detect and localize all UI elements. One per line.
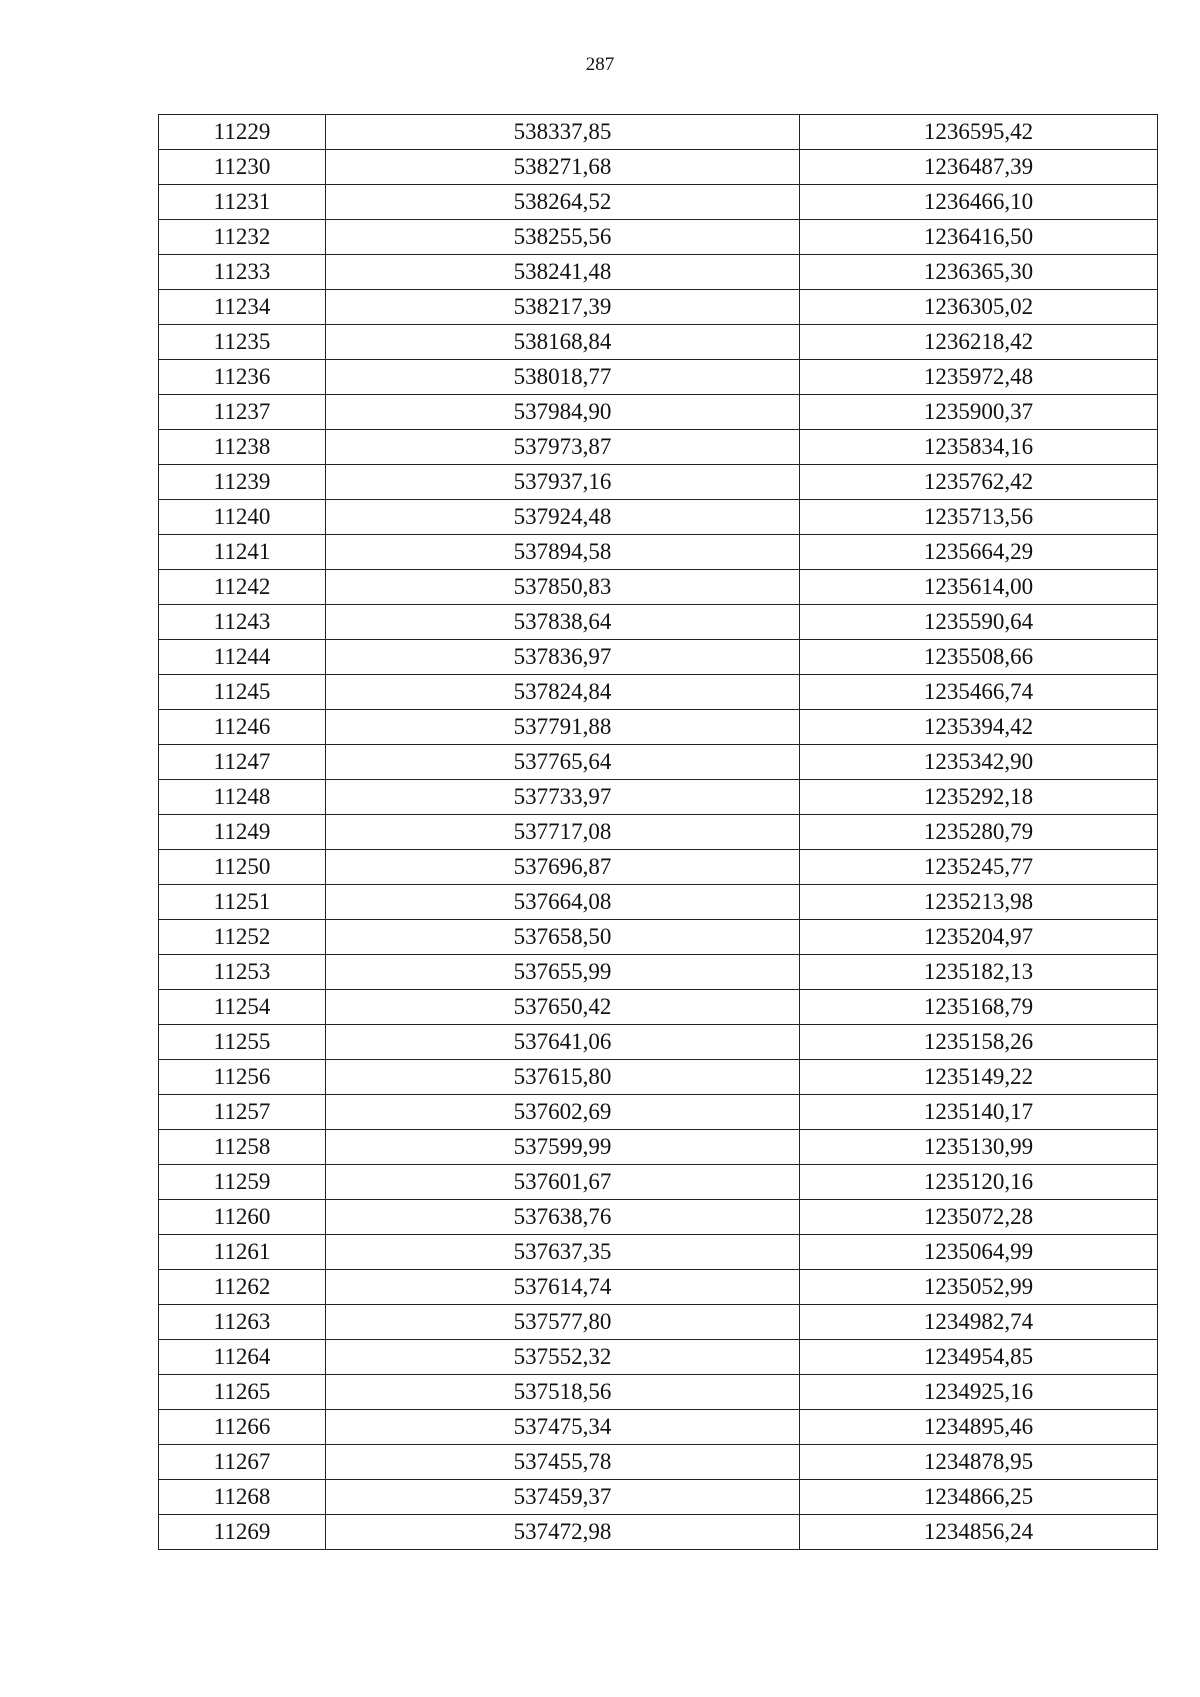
y-coordinate-cell: 1235149,22 <box>800 1060 1158 1095</box>
point-number-cell: 11252 <box>159 920 326 955</box>
point-number-cell: 11267 <box>159 1445 326 1480</box>
table-row <box>159 920 1158 955</box>
table-row <box>159 465 1158 500</box>
y-coordinate-cell: 1236416,50 <box>800 220 1158 255</box>
x-coordinate-cell: 537650,42 <box>326 990 800 1025</box>
point-number-cell: 11263 <box>159 1305 326 1340</box>
y-coordinate-cell: 1236218,42 <box>800 325 1158 360</box>
point-number-cell: 11265 <box>159 1375 326 1410</box>
x-coordinate-cell: 537455,78 <box>326 1445 800 1480</box>
table-row <box>159 850 1158 885</box>
table-row <box>159 815 1158 850</box>
x-coordinate-cell: 538255,56 <box>326 220 800 255</box>
table-row <box>159 710 1158 745</box>
y-coordinate-cell: 1234954,85 <box>800 1340 1158 1375</box>
table-row <box>159 1480 1158 1515</box>
x-coordinate-cell: 537937,16 <box>326 465 800 500</box>
x-coordinate-cell: 537637,35 <box>326 1235 800 1270</box>
table-row <box>159 1235 1158 1270</box>
point-number-cell: 11235 <box>159 325 326 360</box>
x-coordinate-cell: 537824,84 <box>326 675 800 710</box>
x-coordinate-cell: 537459,37 <box>326 1480 800 1515</box>
point-number-cell: 11230 <box>159 150 326 185</box>
x-coordinate-cell: 537602,69 <box>326 1095 800 1130</box>
y-coordinate-cell: 1235130,99 <box>800 1130 1158 1165</box>
x-coordinate-cell: 537838,64 <box>326 605 800 640</box>
point-number-cell: 11233 <box>159 255 326 290</box>
x-coordinate-cell: 537601,67 <box>326 1165 800 1200</box>
table-row <box>159 1025 1158 1060</box>
y-coordinate-cell: 1235140,17 <box>800 1095 1158 1130</box>
table-row <box>159 605 1158 640</box>
x-coordinate-cell: 537472,98 <box>326 1515 800 1550</box>
x-coordinate-cell: 537664,08 <box>326 885 800 920</box>
y-coordinate-cell: 1235292,18 <box>800 780 1158 815</box>
table-row <box>159 360 1158 395</box>
point-number-cell: 11268 <box>159 1480 326 1515</box>
table-row <box>159 675 1158 710</box>
y-coordinate-cell: 1235204,97 <box>800 920 1158 955</box>
point-number-cell: 11258 <box>159 1130 326 1165</box>
y-coordinate-cell: 1235762,42 <box>800 465 1158 500</box>
point-number-cell: 11248 <box>159 780 326 815</box>
x-coordinate-cell: 537836,97 <box>326 640 800 675</box>
y-coordinate-cell: 1234878,95 <box>800 1445 1158 1480</box>
coordinates-table <box>158 114 1158 1550</box>
x-coordinate-cell: 537614,74 <box>326 1270 800 1305</box>
table-row <box>159 955 1158 990</box>
point-number-cell: 11232 <box>159 220 326 255</box>
point-number-cell: 11236 <box>159 360 326 395</box>
x-coordinate-cell: 537924,48 <box>326 500 800 535</box>
x-coordinate-cell: 537552,32 <box>326 1340 800 1375</box>
table-row <box>159 500 1158 535</box>
point-number-cell: 11247 <box>159 745 326 780</box>
point-number-cell: 11262 <box>159 1270 326 1305</box>
point-number-cell: 11240 <box>159 500 326 535</box>
table-row <box>159 150 1158 185</box>
y-coordinate-cell: 1236365,30 <box>800 255 1158 290</box>
table-row <box>159 990 1158 1025</box>
y-coordinate-cell: 1234895,46 <box>800 1410 1158 1445</box>
table-row <box>159 325 1158 360</box>
y-coordinate-cell: 1235614,00 <box>800 570 1158 605</box>
x-coordinate-cell: 537518,56 <box>326 1375 800 1410</box>
point-number-cell: 11257 <box>159 1095 326 1130</box>
x-coordinate-cell: 538337,85 <box>326 115 800 150</box>
x-coordinate-cell: 538241,48 <box>326 255 800 290</box>
table-row <box>159 1515 1158 1550</box>
table-row <box>159 1305 1158 1340</box>
point-number-cell: 11251 <box>159 885 326 920</box>
point-number-cell: 11254 <box>159 990 326 1025</box>
table-row <box>159 1445 1158 1480</box>
y-coordinate-cell: 1235394,42 <box>800 710 1158 745</box>
x-coordinate-cell: 538168,84 <box>326 325 800 360</box>
point-number-cell: 11238 <box>159 430 326 465</box>
point-number-cell: 11245 <box>159 675 326 710</box>
point-number-cell: 11269 <box>159 1515 326 1550</box>
x-coordinate-cell: 537717,08 <box>326 815 800 850</box>
x-coordinate-cell: 537577,80 <box>326 1305 800 1340</box>
point-number-cell: 11250 <box>159 850 326 885</box>
y-coordinate-cell: 1234856,24 <box>800 1515 1158 1550</box>
y-coordinate-cell: 1235052,99 <box>800 1270 1158 1305</box>
table-row <box>159 885 1158 920</box>
point-number-cell: 11239 <box>159 465 326 500</box>
y-coordinate-cell: 1235664,29 <box>800 535 1158 570</box>
point-number-cell: 11243 <box>159 605 326 640</box>
y-coordinate-cell: 1236487,39 <box>800 150 1158 185</box>
point-number-cell: 11261 <box>159 1235 326 1270</box>
y-coordinate-cell: 1235466,74 <box>800 675 1158 710</box>
point-number-cell: 11264 <box>159 1340 326 1375</box>
y-coordinate-cell: 1235182,13 <box>800 955 1158 990</box>
y-coordinate-cell: 1235245,77 <box>800 850 1158 885</box>
point-number-cell: 11253 <box>159 955 326 990</box>
table-row <box>159 745 1158 780</box>
point-number-cell: 11229 <box>159 115 326 150</box>
y-coordinate-cell: 1234866,25 <box>800 1480 1158 1515</box>
x-coordinate-cell: 538018,77 <box>326 360 800 395</box>
table-row <box>159 1130 1158 1165</box>
table-row <box>159 430 1158 465</box>
table-row <box>159 185 1158 220</box>
x-coordinate-cell: 537615,80 <box>326 1060 800 1095</box>
y-coordinate-cell: 1235834,16 <box>800 430 1158 465</box>
table-row <box>159 1410 1158 1445</box>
x-coordinate-cell: 538217,39 <box>326 290 800 325</box>
x-coordinate-cell: 537765,64 <box>326 745 800 780</box>
table-row <box>159 1270 1158 1305</box>
x-coordinate-cell: 537658,50 <box>326 920 800 955</box>
y-coordinate-cell: 1235590,64 <box>800 605 1158 640</box>
table-row <box>159 255 1158 290</box>
point-number-cell: 11255 <box>159 1025 326 1060</box>
table-row <box>159 1165 1158 1200</box>
y-coordinate-cell: 1236305,02 <box>800 290 1158 325</box>
x-coordinate-cell: 537641,06 <box>326 1025 800 1060</box>
x-coordinate-cell: 537973,87 <box>326 430 800 465</box>
y-coordinate-cell: 1235713,56 <box>800 500 1158 535</box>
x-coordinate-cell: 537599,99 <box>326 1130 800 1165</box>
table-row <box>159 220 1158 255</box>
coordinates-table-body <box>159 115 1158 1550</box>
point-number-cell: 11260 <box>159 1200 326 1235</box>
x-coordinate-cell: 537638,76 <box>326 1200 800 1235</box>
point-number-cell: 11244 <box>159 640 326 675</box>
point-number-cell: 11246 <box>159 710 326 745</box>
y-coordinate-cell: 1235072,28 <box>800 1200 1158 1235</box>
point-number-cell: 11241 <box>159 535 326 570</box>
table-row <box>159 640 1158 675</box>
y-coordinate-cell: 1235158,26 <box>800 1025 1158 1060</box>
table-row <box>159 1340 1158 1375</box>
page-number: 287 <box>585 54 615 75</box>
y-coordinate-cell: 1235900,37 <box>800 395 1158 430</box>
table-row <box>159 395 1158 430</box>
x-coordinate-cell: 538264,52 <box>326 185 800 220</box>
y-coordinate-cell: 1235120,16 <box>800 1165 1158 1200</box>
table-row <box>159 290 1158 325</box>
point-number-cell: 11237 <box>159 395 326 430</box>
point-number-cell: 11249 <box>159 815 326 850</box>
point-number-cell: 11256 <box>159 1060 326 1095</box>
y-coordinate-cell: 1235342,90 <box>800 745 1158 780</box>
table-row <box>159 780 1158 815</box>
y-coordinate-cell: 1235508,66 <box>800 640 1158 675</box>
x-coordinate-cell: 537850,83 <box>326 570 800 605</box>
x-coordinate-cell: 537733,97 <box>326 780 800 815</box>
y-coordinate-cell: 1234925,16 <box>800 1375 1158 1410</box>
x-coordinate-cell: 538271,68 <box>326 150 800 185</box>
x-coordinate-cell: 537984,90 <box>326 395 800 430</box>
y-coordinate-cell: 1235168,79 <box>800 990 1158 1025</box>
y-coordinate-cell: 1234982,74 <box>800 1305 1158 1340</box>
y-coordinate-cell: 1236466,10 <box>800 185 1158 220</box>
table-row <box>159 1060 1158 1095</box>
table-row <box>159 1200 1158 1235</box>
y-coordinate-cell: 1235972,48 <box>800 360 1158 395</box>
y-coordinate-cell: 1235213,98 <box>800 885 1158 920</box>
y-coordinate-cell: 1235280,79 <box>800 815 1158 850</box>
table-row <box>159 570 1158 605</box>
point-number-cell: 11266 <box>159 1410 326 1445</box>
y-coordinate-cell: 1236595,42 <box>800 115 1158 150</box>
point-number-cell: 11259 <box>159 1165 326 1200</box>
x-coordinate-cell: 537475,34 <box>326 1410 800 1445</box>
x-coordinate-cell: 537655,99 <box>326 955 800 990</box>
point-number-cell: 11231 <box>159 185 326 220</box>
x-coordinate-cell: 537791,88 <box>326 710 800 745</box>
table-row <box>159 115 1158 150</box>
y-coordinate-cell: 1235064,99 <box>800 1235 1158 1270</box>
table-row <box>159 535 1158 570</box>
x-coordinate-cell: 537894,58 <box>326 535 800 570</box>
point-number-cell: 11234 <box>159 290 326 325</box>
x-coordinate-cell: 537696,87 <box>326 850 800 885</box>
point-number-cell: 11242 <box>159 570 326 605</box>
table-row <box>159 1375 1158 1410</box>
table-row <box>159 1095 1158 1130</box>
